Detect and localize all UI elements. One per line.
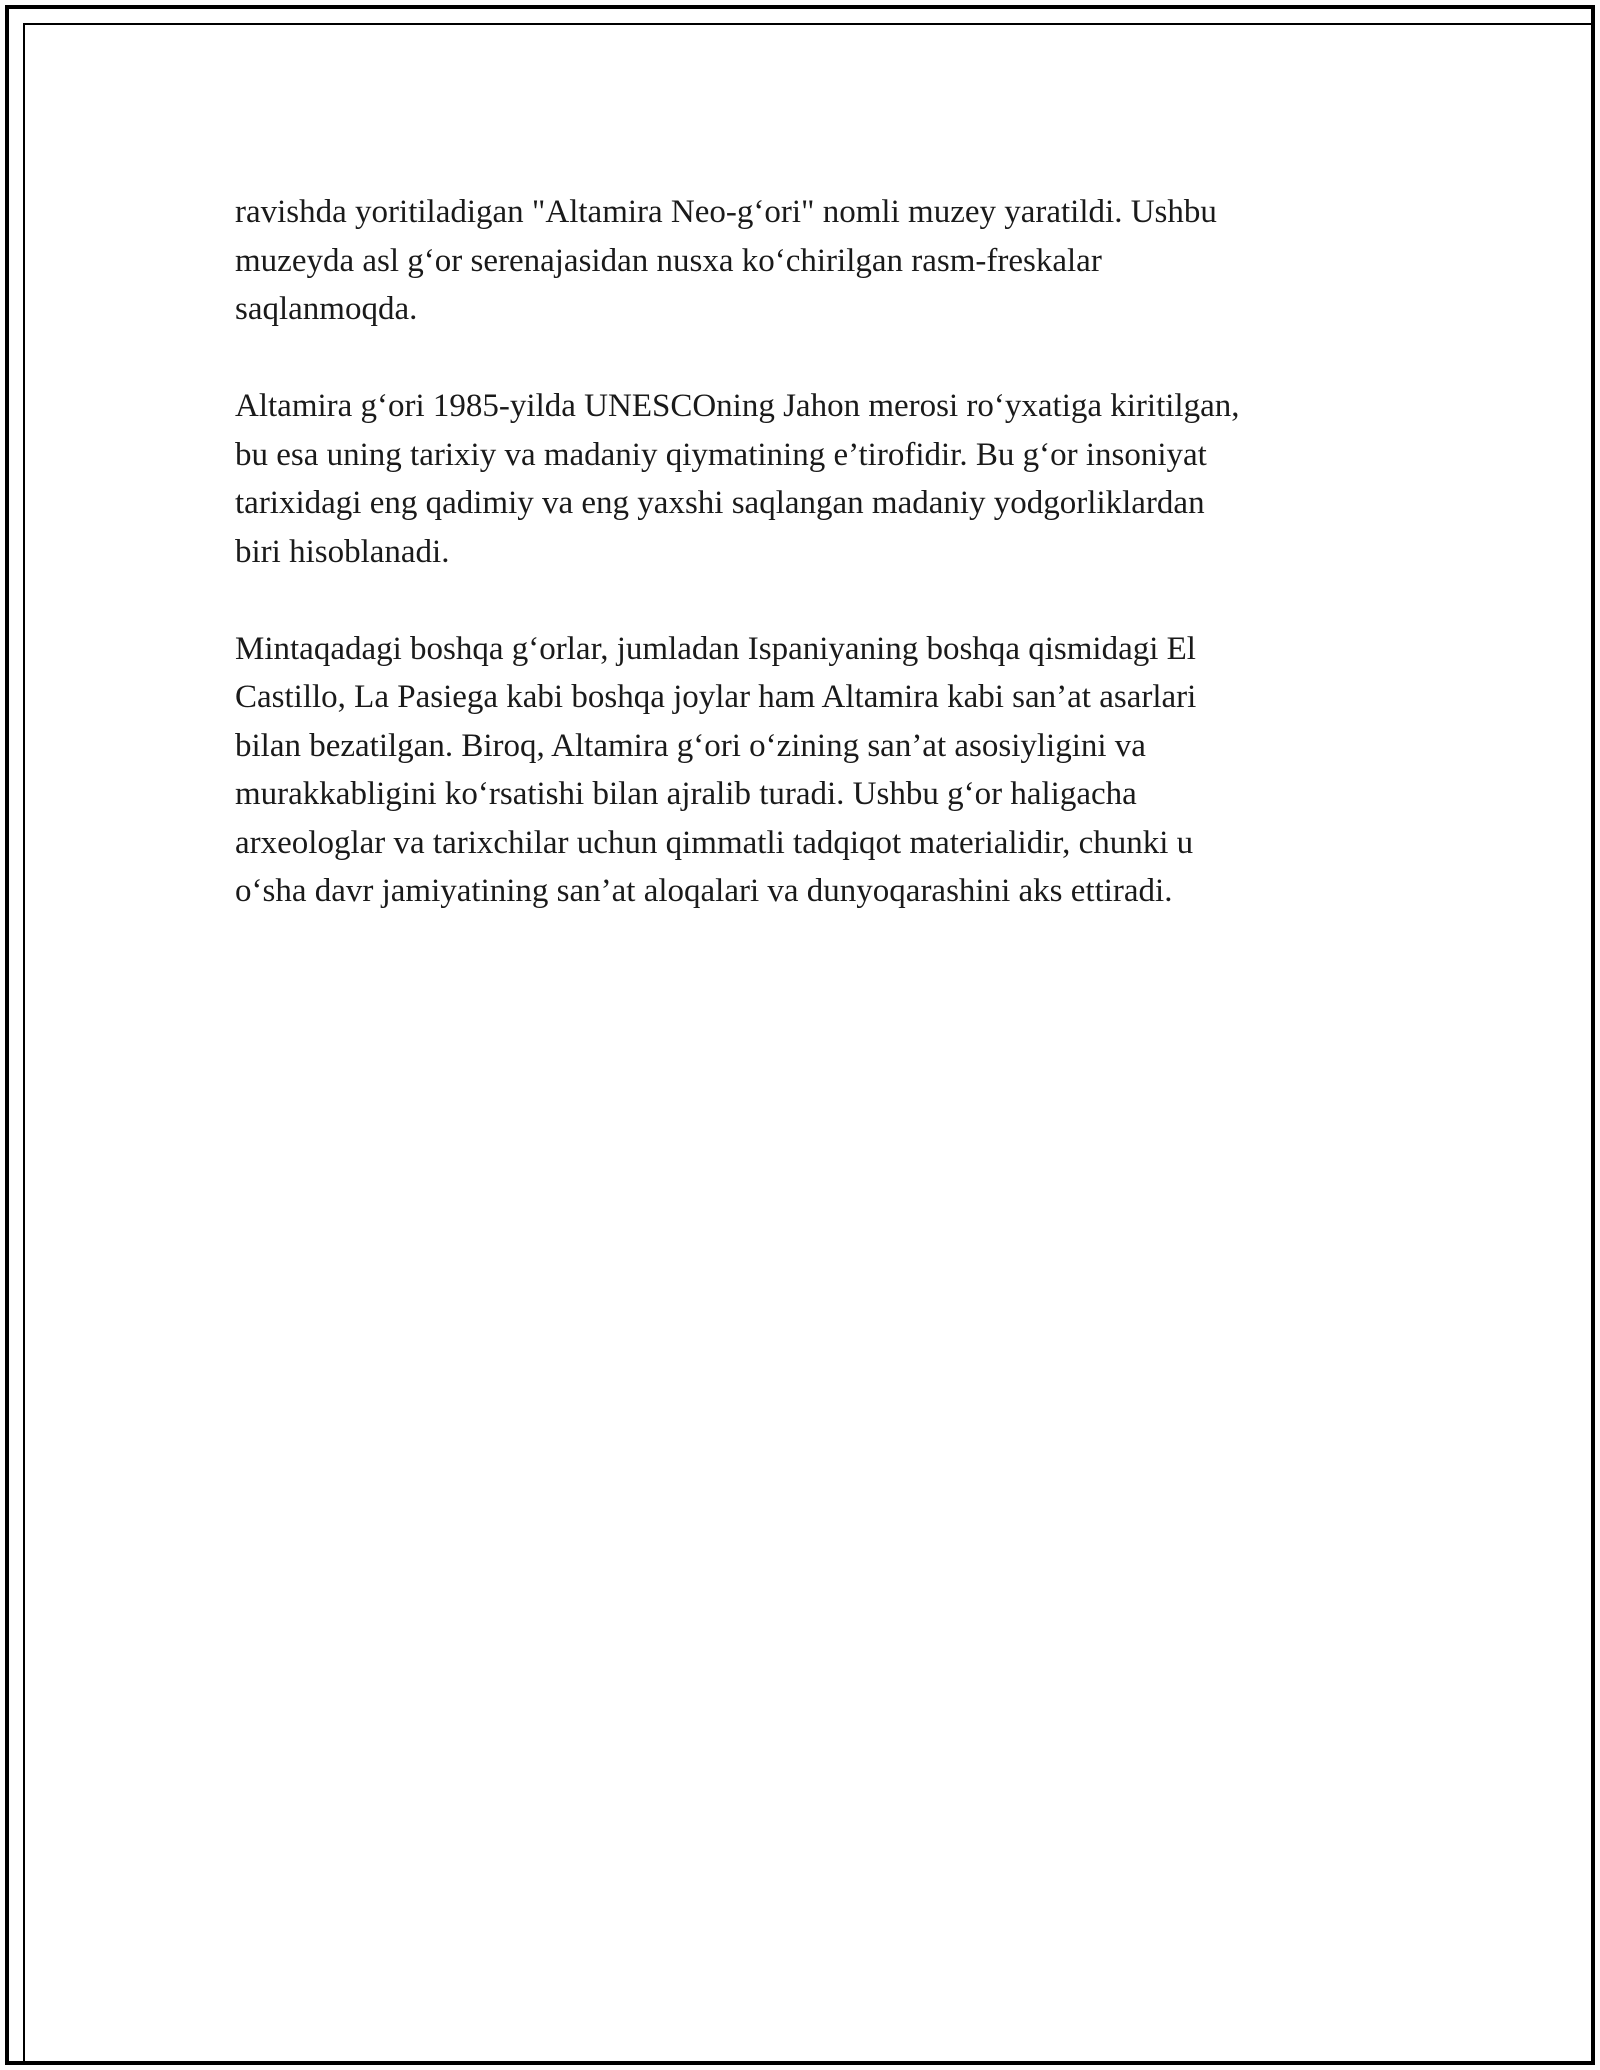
text-line: Castillo, La Pasiega kabi boshqa joylar ham Altamira kabi san’at asarlari [235, 679, 1197, 715]
text-line: bilan bezatilgan. Biroq, Altamira g‘ori o‘zining san’at asosiyligini va [235, 727, 1146, 764]
text-line: ravishda yoritiladigan "Altamira Neo-g‘ori" nomli muzey yaratildi. Ushbu [235, 194, 1217, 230]
text-line: o‘sha davr jamiyatining san’at aloqalari va dunyoqarashini aks ettiradi. [235, 873, 1173, 909]
document-body [235, 188, 1370, 964]
paragraph-unesco [235, 382, 1370, 576]
text-line: Altamira g‘ori 1985-yilda UNESCOning Jahon merosi ro‘yxatiga kiritilgan, [235, 388, 1240, 424]
text-line: murakkabligini ko‘rsatishi bilan ajralib turadi. Ushbu g‘or haligacha [235, 776, 1137, 812]
text-line: saqlanmoqda. [235, 291, 418, 327]
text-line: Mintaqadagi boshqa g‘orlar, jumladan Ispaniyaning boshqa qismidagi El [235, 630, 1196, 667]
paragraph-museum [235, 188, 1370, 334]
paragraph-other-caves [235, 625, 1370, 916]
text-line: arxeologlar va tarixchilar uchun qimmatli tadqiqot materialidir, chunki u [235, 824, 1194, 861]
text-line: muzeyda asl g‘or serenajasidan nusxa ko‘chirilgan rasm-freskalar [235, 242, 1102, 279]
text-line: bu esa uning tarixiy va madaniy qiymatining e’tirofidir. Bu g‘or insoniyat [235, 436, 1207, 473]
text-line: tarixidagi eng qadimiy va eng yaxshi saqlangan madaniy yodgorliklardan [235, 485, 1205, 521]
text-line: biri hisoblanadi. [235, 533, 450, 570]
